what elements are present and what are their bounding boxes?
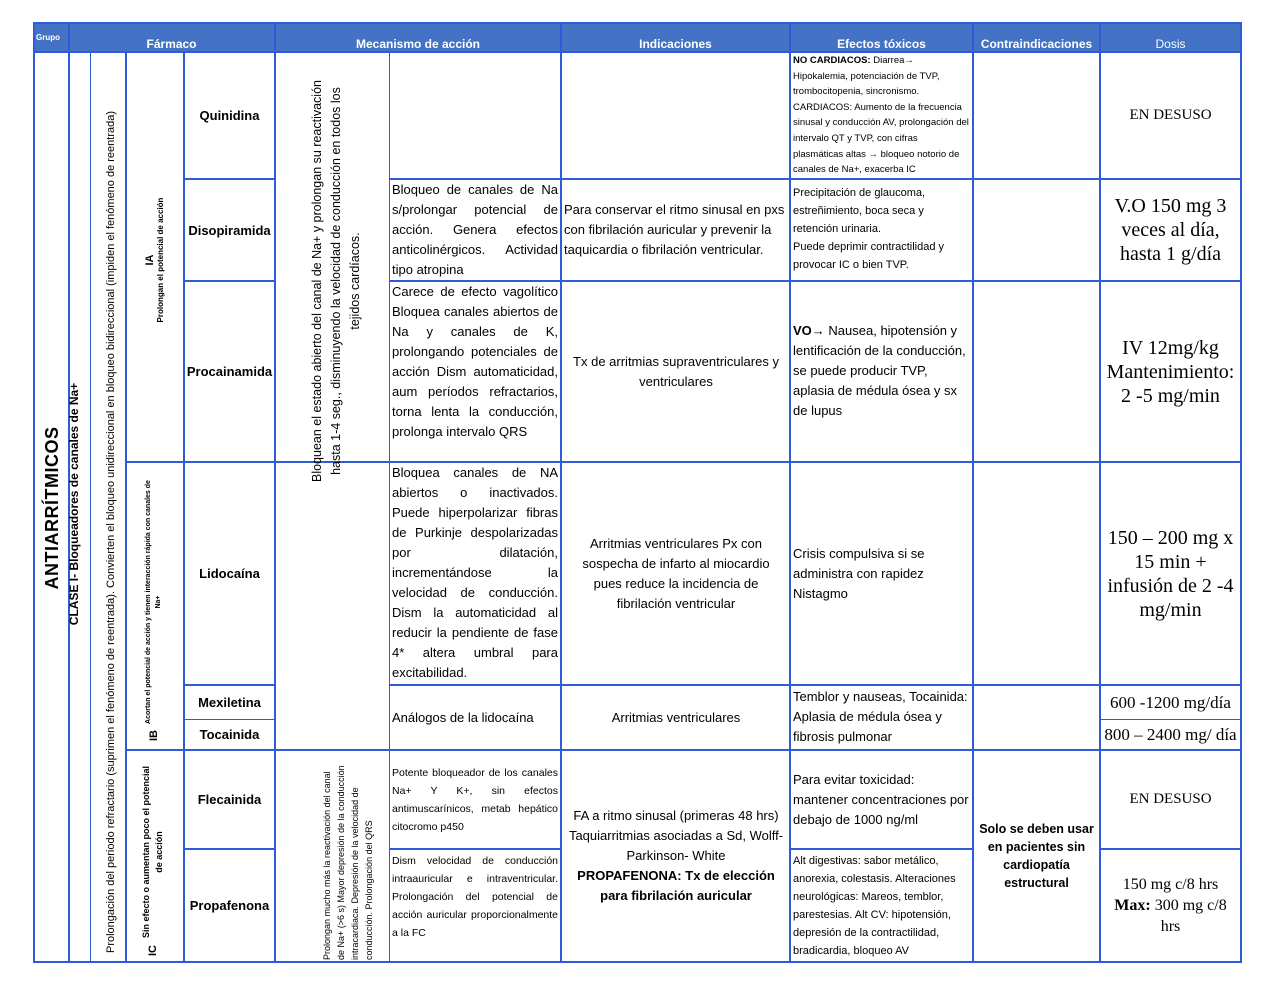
toxicity-quinidina	[791, 53, 972, 178]
border	[274, 22, 276, 963]
toxicity-quinidina-c: CARDIACOS: Aumento de la frecuencia sinusal y conducción AV, prolongación del intervalo QT y TVP, con cifras plasmáticas altas → bloqueo notorio de canales de Na+, exacerba IC	[793, 101, 969, 176]
header-efectos: Efectos tóxicos	[790, 24, 973, 52]
subgroup-ic-label: IC	[147, 945, 159, 956]
header-farmaco: Fármaco	[68, 24, 275, 52]
drug-procainamida: Procainamida	[186, 364, 273, 379]
drug-tocainida: Tocainida	[199, 727, 260, 742]
dose-quinidina: EN DESUSO	[1129, 107, 1212, 123]
indication-disopiramida: Para conservar el ritmo sinusal en pxs con fibrilación auricular y prevenir la taquicardia o fibrilación ventricular.	[564, 202, 785, 257]
header-contraindicaciones: Contraindicaciones	[973, 24, 1100, 52]
border	[1240, 22, 1242, 963]
toxicity-procainamida-text: Nausea, hipotensión y lentificación de la conducción, se puede producir TVP, aplasia de médula ósea y sx de lupus	[793, 323, 966, 418]
indication-ic-text: FA a ritmo sinusal (primeras 48 hrs) Taquiarritmias asociadas a Sd, Wolff-Parkinson- White	[568, 808, 784, 863]
subgroup-ia	[129, 61, 179, 459]
dose-mexiletina: 600 -1200 mg/día	[1110, 692, 1231, 712]
mechanism-flecainida: Potente bloqueador de los canales Na+ Y K+, sin efectos antimuscarínicos, metab hepático citocromo p450	[392, 767, 558, 833]
subgroup-ib-label: IB	[148, 730, 160, 741]
class-title: CLASE I- Bloqueadores de canales de Na+	[67, 382, 81, 626]
drug-quinidina: Quinidina	[199, 108, 260, 123]
indication-lidocaina: Arritmias ventriculares Px con sospecha de infarto al miocardio pues reduce la incidencia de fibrilación ventricular	[582, 535, 770, 611]
header-dosis: Dosis	[1100, 24, 1241, 52]
subgroup-ia-desc: Prolongan el potencial de acción	[155, 197, 165, 323]
subgroup-ib-desc: Acortan el potencial de acción y tienen interacción rápida con canales de Na+	[145, 480, 162, 724]
dose-disopiramida: V.O 150 mg 3 veces al día, hasta 1 g/día	[1114, 195, 1227, 265]
contraindication-ic: Solo se deben usar en pacientes sin cardiopatía estructural	[979, 822, 1094, 890]
dose-flecainida: EN DESUSO	[1129, 791, 1212, 807]
group-title: ANTIARRÍTMICOS	[41, 426, 62, 590]
border	[33, 22, 35, 963]
indication-procainamida: Tx de arritmias supraventriculares y ventriculares	[573, 353, 779, 389]
mechanism-ia: Bloquean el estado abierto del canal de Na+ y prolongan su reactivación hasta 1-4 seg., disminuyendo la velocidad de conducción en todos los tejidos cardíacos.	[309, 80, 362, 483]
drug-propafenona: Propafenona	[189, 898, 270, 913]
toxicity-propafenona: Alt digestivas: sabor metálico, anorexia, colestasis. Alteraciones neurológicas: Mareos, temblor, parestesias. Alt CV: hipotensión, depresión de la contractilidad, bradicardia, bloqueo AV	[793, 855, 956, 957]
border	[33, 22, 1242, 24]
mechanism-disopiramida: Bloqueo de canales de Na s/prolongar potencial de acción. Genera efectos anticolinérgicos. Actividad tipo atropina	[392, 182, 558, 277]
toxicity-procainamida-label: VO→	[793, 323, 825, 338]
drug-flecainida: Flecainida	[197, 792, 262, 807]
border	[389, 848, 561, 850]
mechanism-mex-toc: Análogos de la lidocaína	[392, 709, 534, 725]
toxicity-quinidina-nc: Diarrea→ Hipokalemia, potenciación de TVP, trombocitopenia, sincronismo.	[793, 55, 940, 98]
mechanism-propafenona: Dism velocidad de conducción intraauricular e intraventricular. Prolongación del potencial de acción auricular proporcionalmente a la FC	[392, 855, 558, 939]
toxicity-lidocaina: Crisis compulsiva si se administra con rapidez Nistagmo	[793, 545, 925, 601]
dose-propafenona-max-label: Max:	[1114, 897, 1151, 914]
drug-lidocaina: Lidocaína	[199, 566, 260, 581]
drug-disopiramida: Disopiramida	[188, 222, 271, 238]
header-indicaciones: Indicaciones	[561, 24, 790, 52]
dose-propafenona-main: 150 mg c/8 hrs	[1122, 876, 1219, 893]
header-mecanismo: Mecanismo de acción	[275, 24, 561, 52]
class-description: Prolongación del periodo refractario (suprimen el fenómeno de reentrada). Convierten el bloqueo unidireccional en bloqueo bidireccional (impiden el fenómeno de reentrada)	[105, 110, 117, 953]
dose-propafenona-max: 300 mg c/8 hrs	[1150, 897, 1227, 935]
dose-lidocaina: 150 – 200 mg x 15 min + infusión de 2 -4 mg/min	[1107, 526, 1234, 621]
indication-propafenona: PROPAFENONA: Tx de elección para fibrilación auricular	[577, 868, 775, 903]
toxicity-mex-toc: Temblor y nauseas, Tocainida: Aplasia de médula ósea y fibrosis pulmonar	[793, 689, 968, 744]
dose-procainamida: IV 12mg/kg Mantenimiento: 2 -5 mg/min	[1106, 336, 1235, 407]
subgroup-ic-desc: Sin efecto o aumentan poco el potencial de acción	[141, 765, 164, 939]
drug-mexiletina: Mexiletina	[198, 695, 261, 710]
indication-ic	[562, 751, 790, 961]
mechanism-lidocaina: Bloquea canales de NA abiertos o inactivados. Puede hiperpolarizar fibras de Purkinje despolarizadas por dilatación, incrementándose la velocidad de conducción. Dism la automaticidad al reducir la pendiente de fase 4* altera umbral para excitabilidad.	[392, 465, 558, 680]
subgroup-ic	[128, 711, 178, 1007]
header-grupo: Grupo	[34, 24, 68, 52]
toxicity-quinidina-nc-label: NO CARDIACOS:	[793, 55, 871, 66]
indication-mex-toc: Arritmias ventriculares	[611, 709, 741, 725]
dose-tocainida: 800 – 2400 mg/ día	[1104, 724, 1237, 744]
toxicity-flecainida: Para evitar toxicidad: mantener concentraciones por debajo de 1000 ng/ml	[793, 772, 969, 827]
mechanism-procainamida: Carece de efecto vagolítico Bloquea canales abiertos de Na y canales de K, prolongando potenciales de acción Dism automaticidad, aum períodos refractarios, torna lenta la conducción, prolonga intervalo QRS	[392, 284, 558, 439]
subgroup-ia-label: IA	[143, 254, 156, 266]
mechanism-ic: Prolongan mucho más la reactivación del canal de Na+ (>6 s) Mayor depresión de la conducción intracardiaca. Depresión de la velocidad de conducción. Prolongación del QRS	[322, 765, 374, 960]
toxicity-disopiramida-2: Puede deprimir contractilidad y provocar IC o bien TVP.	[793, 241, 945, 271]
toxicity-disopiramida	[791, 184, 972, 280]
toxicity-procainamida	[791, 321, 972, 461]
dose-propafenona	[1101, 850, 1240, 961]
border	[789, 848, 973, 850]
border	[90, 52, 91, 962]
border	[33, 961, 1242, 963]
toxicity-disopiramida-1: Precipitación de glaucoma, estreñimiento, boca seca y retención urinaria.	[793, 187, 926, 235]
